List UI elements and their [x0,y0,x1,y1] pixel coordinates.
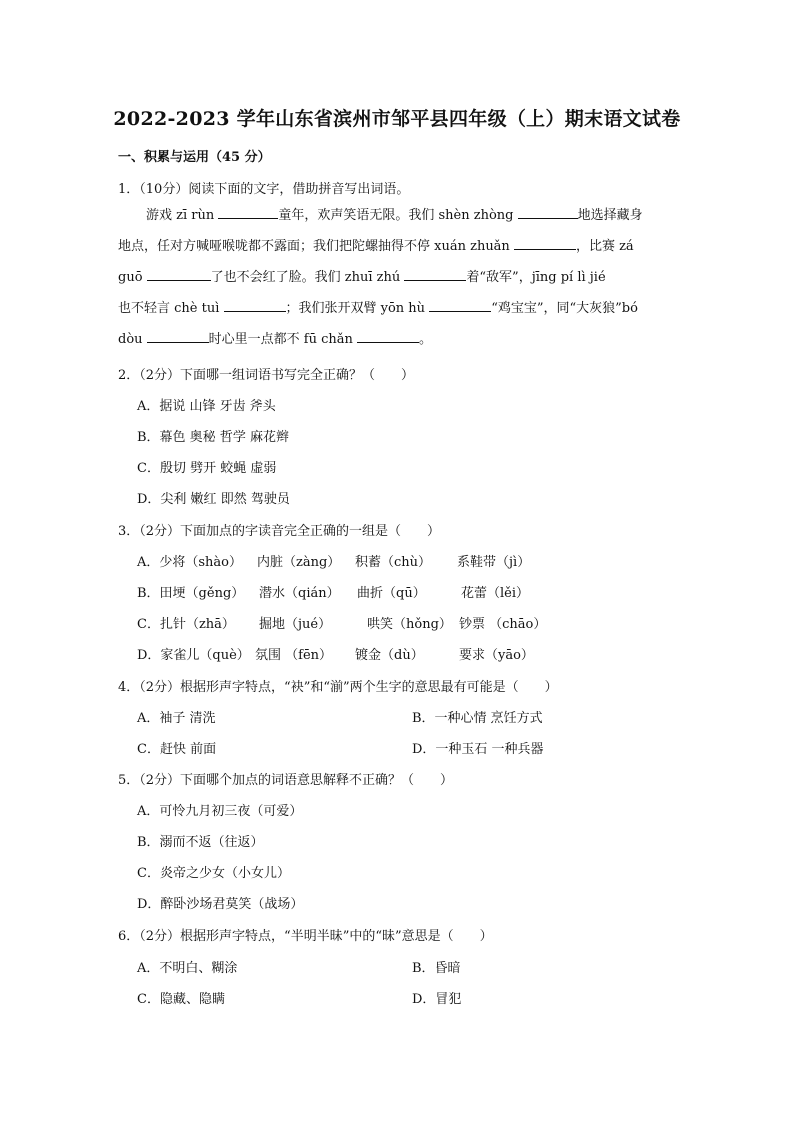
question-1-passage: 游戏 zī rùn 童年，欢声笑语无限。我们 shèn zhòng 地选择藏身 地点，任对方喊哑喉咙都不露面；我们把陀螺抽得不停 xuán zhuǎn ，比赛 zá guō 了也不会红了脸。我们 zhuī zhú 着“敌军”，jīng pí lì jié 也不轻言 chè tuì ；我们张开双臂 yōn hù “鸡宝宝”，同“大灰狼”bó dòu 时心里一点都不 fū chǎn 。 [118,208,643,347]
question-3-option-a[interactable]: A．少将（shào） 内脏（zàng） 积蓄（chù） 系鞋带（jì） [137,555,531,570]
answer-blank[interactable] [429,299,491,312]
question-5-option-b[interactable]: B．溺而不返（往返） [137,835,264,850]
answer-blank[interactable] [224,299,286,312]
answer-blank[interactable] [404,268,466,281]
question-2-option-b[interactable]: B．幕色 奥秘 哲学 麻花辫 [137,430,289,445]
answer-blank[interactable] [147,268,211,281]
question-2-stem: 2．（2分）下面哪一组词语书写完全正确？（ ） [118,368,415,383]
question-5-option-a[interactable]: A．可怜九月初三夜（可爱） [137,804,303,819]
question-4-option-d[interactable]: D．一种玉石 一种兵器 [412,742,544,757]
question-6-stem: 6．（2分）根据形声字特点，“半明半昧”中的“昧”意思是（ ） [118,929,493,944]
question-3-option-d[interactable]: D．家雀儿（què） 氛围 （fēn） 镀金（dù） 要求（yāo） [137,648,534,663]
question-4-option-a[interactable]: A．袖子 清洗 [137,711,216,726]
question-3-option-c[interactable]: C．扎针（zhā） 掘地（jué） 哄笑（hǒng） 钞票 （chāo） [137,617,547,632]
question-2-option-a[interactable]: A．据说 山锋 牙齿 斧头 [137,399,276,414]
question-6-option-d[interactable]: D．冒犯 [412,992,462,1007]
question-4-stem: 4．（2分）根据形声字特点，“袂”和“湔”两个生字的意思最有可能是（ ） [118,680,558,695]
question-6-option-c[interactable]: C．隐藏、隐瞒 [137,992,225,1007]
question-2-option-d[interactable]: D．尖利 嫩红 即然 驾驶员 [137,492,290,507]
answer-blank[interactable] [218,206,278,219]
question-2-option-c[interactable]: C．殷切 劈开 蛟蝇 虚弱 [137,461,277,476]
question-3-stem: 3．（2分）下面加点的字读音完全正确的一组是（ ） [118,524,441,539]
section-heading: 一、积累与运用（45 分） [118,150,271,165]
question-4-option-c[interactable]: C．赶快 前面 [137,742,217,757]
question-3-option-b[interactable]: B．田埂（gěng） 潜水（qián） 曲折（qū） 花蕾（lěi） [137,586,530,601]
answer-blank[interactable] [514,237,576,250]
answer-blank[interactable] [518,206,578,219]
answer-blank[interactable] [147,330,209,343]
question-1-stem: 1．（10分）阅读下面的文字，借助拼音写出词语。 [118,182,410,197]
question-5-option-d[interactable]: D．醉卧沙场君莫笑（战场） [137,897,304,912]
page-title: 2022-2023 学年山东省滨州市邹平县四年级（上）期末语文试卷 [113,108,681,130]
question-6-option-b[interactable]: B．昏暗 [412,961,461,976]
question-6-option-a[interactable]: A．不明白、糊涂 [137,961,238,976]
question-4-option-b[interactable]: B．一种心情 烹饪方式 [412,711,543,726]
answer-blank[interactable] [357,330,419,343]
question-5-option-c[interactable]: C．炎帝之少女（小女儿） [137,866,290,881]
question-5-stem: 5．（2分）下面哪个加点的词语意思解释不正确？（ ） [118,773,454,788]
